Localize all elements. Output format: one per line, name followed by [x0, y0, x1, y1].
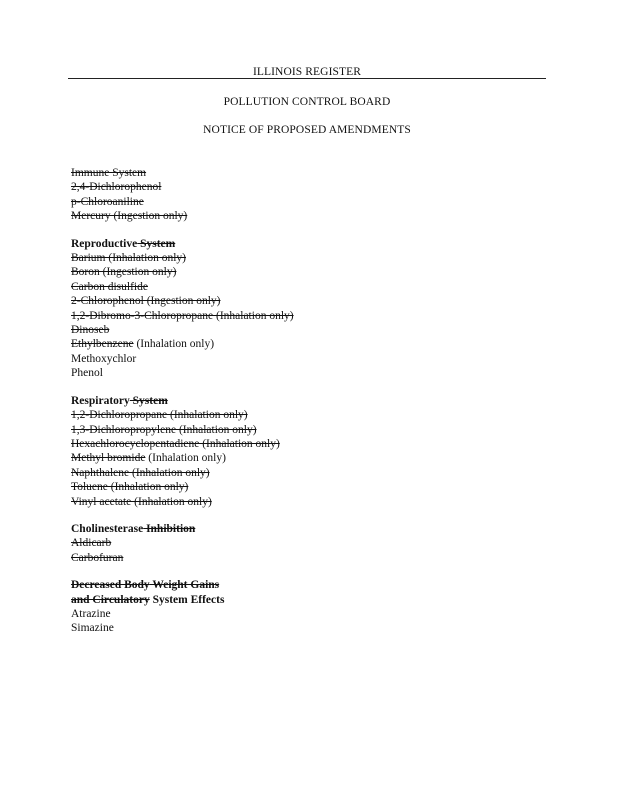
text-run: p-Chloroaniline [71, 195, 144, 208]
text-run: Weight Gains [149, 579, 220, 592]
section-heading [71, 522, 371, 536]
list-item [71, 265, 371, 279]
section-heading [71, 394, 371, 408]
text-run: Boron (Ingestion only) [71, 266, 177, 279]
text-run: 2-Chlorophenol (Ingestion only) [71, 295, 221, 308]
text-run: Simazine [71, 622, 114, 635]
list-item [71, 352, 371, 366]
list-item [71, 621, 371, 635]
register-title: ILLINOIS REGISTER [252, 66, 362, 78]
text-run: Toluene (Inhalation only) [71, 481, 189, 494]
text-run: Methoxychlor [71, 352, 137, 365]
text-run: (Inhalation only) [133, 338, 215, 351]
text-run: Methyl bromide [71, 452, 146, 465]
list-item [71, 195, 371, 209]
text-run: and Circulatory [71, 593, 150, 606]
text-run: Phenol [71, 367, 103, 380]
text-run: System [137, 237, 176, 250]
section [71, 394, 371, 509]
section-heading [71, 237, 371, 251]
section-heading [71, 578, 371, 607]
list-item [71, 607, 371, 621]
list-item [71, 536, 371, 550]
text-run: 1,2-Dichloropropane (Inhalation only) [71, 409, 248, 422]
section [71, 166, 371, 224]
text-run: (Inhalation only) [145, 452, 226, 465]
list-item [71, 180, 371, 194]
text-run: Vinyl acetate (Inhalation only) [71, 495, 212, 508]
list-item [71, 480, 371, 494]
text-run: Barium (Inhalation only) [71, 252, 186, 265]
list-item [71, 423, 371, 437]
text-run: Ethylbenzene [71, 338, 134, 351]
text-run: Dinoseb [71, 324, 110, 337]
section [71, 237, 371, 381]
text-run: Cholinesterase [71, 522, 144, 535]
notice-title: NOTICE OF PROPOSED AMENDMENTS [203, 124, 411, 136]
board-name: POLLUTION CONTROL BOARD [223, 96, 391, 108]
text-run: 1,2-Dibromo-3-Chloropropane (Inhalation only) [71, 309, 294, 322]
text-run: Immune System [71, 167, 147, 179]
amendment-body [71, 166, 371, 649]
text-run: Naphthalene (Inhalation only) [71, 466, 210, 479]
list-item [71, 437, 371, 451]
text-run: Respiratory [71, 394, 130, 407]
text-run: System [129, 394, 168, 407]
list-item [71, 466, 371, 480]
list-item [71, 495, 371, 509]
list-item [71, 451, 371, 465]
list-item [71, 337, 371, 351]
text-run: Reproductive [71, 237, 138, 250]
text-run: Carbon disulfide [71, 280, 148, 293]
text-run: Carbofuran [71, 551, 124, 564]
section [71, 522, 371, 565]
text-run: Aldicarb [71, 537, 112, 550]
list-item [71, 294, 371, 308]
list-item [71, 408, 371, 422]
list-item [71, 551, 371, 565]
text-run: 2,4-Dichlorophenol [71, 181, 162, 194]
section-heading [71, 166, 371, 180]
text-run: Hexachlorocyclopentadiene (Inhalation only) [71, 437, 280, 450]
text-run: Mercury (Ingestion only) [71, 210, 188, 223]
text-run: 1,3-Dichloropropylene (Inhalation only) [71, 423, 257, 436]
list-item [71, 309, 371, 323]
section [71, 578, 371, 636]
text-run: System Effects [149, 593, 225, 606]
text-run: Atrazine [71, 607, 111, 620]
text-run: Decreased Body [71, 579, 150, 592]
list-item [71, 280, 371, 294]
list-item [71, 323, 371, 337]
list-item [71, 209, 371, 223]
list-item [71, 366, 371, 380]
list-item [71, 251, 371, 265]
header-rule [68, 78, 546, 79]
text-run: Inhibition [143, 522, 196, 535]
